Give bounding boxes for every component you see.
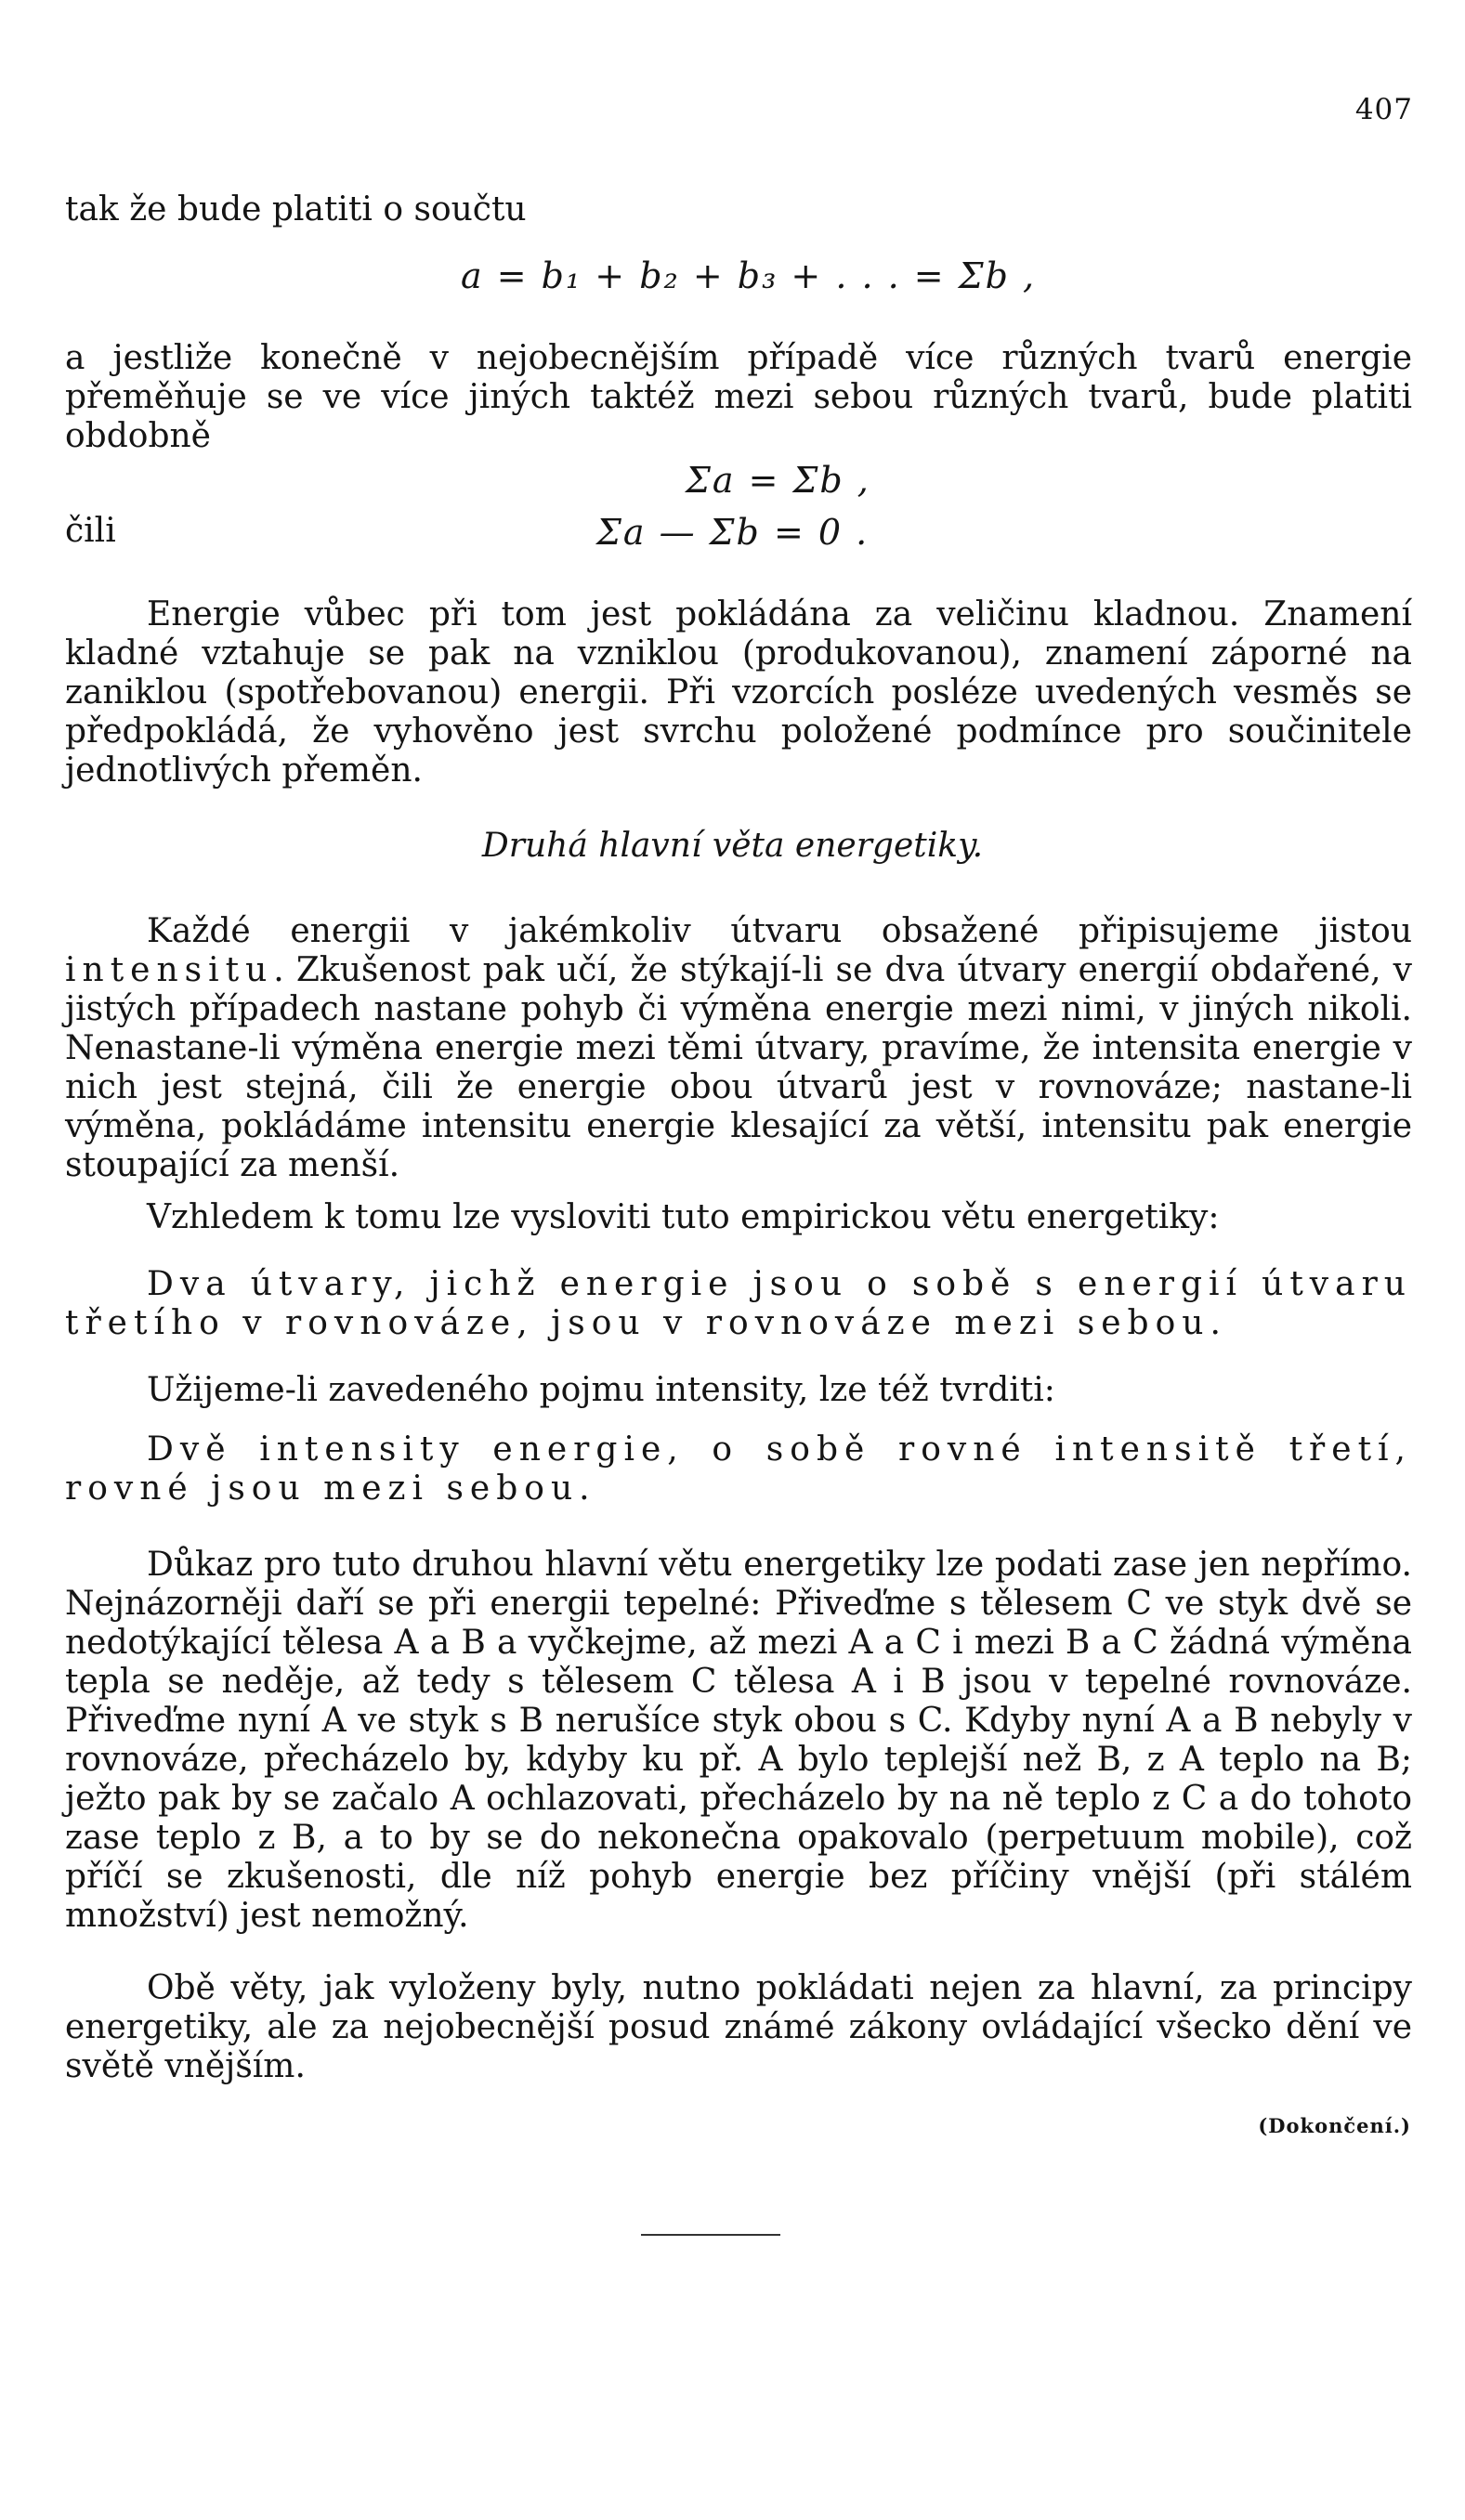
paragraph-conclusion: Obě věty, jak vyloženy byly, nutno pokládati nejen za hlavní, za principy energetiky, ale za nejobecnější posud známé zákony ovládající všecko dění ve světě vnějším. — [65, 1969, 1412, 2085]
paragraph-general-case: a jestliže konečně v nejobecnějším případě více různých tvarů energie přeměňuje se ve více jiných taktéž mezi sebou různých tvarů, bude platiti obdobně — [65, 339, 1412, 455]
paragraph-energy-sign: Energie vůbec při tom jest pokládána za veličinu kladnou. Znamení kladné vztahuje se pak na vzniklou (produkovanou), znamení záporné na zaniklou (spotřebovanou) energii. Při vzorcích posléze uvedených vesměs se předpokládá, že vyhověno jest svrchu položené podmínce pro součinitele jednotlivých přeměn. — [65, 595, 1412, 790]
cili-label: čili — [65, 512, 116, 550]
end-rule — [641, 2234, 780, 2236]
page-number: 407 — [1354, 93, 1413, 126]
paragraph-intensity-rest: . Zkušenost pak učí, že stýkají-li se dva útvary energií obdařené, v jistých případech nastane pohyb či výměna energie mezi nimi, v jiných nikoli. Nenastane-li výměna energie mezi těmi útvary, pravíme, že intensita energie v nich jest stejná, čili že energie obou útvarů jest v rovnováze; nastane-li výměna, pokládáme intensitu energie klesající za větší, intensitu pak energie stoupající za menší. — [65, 951, 1412, 1184]
paragraph-intensity-start: Každé energii v jakémkoliv útvaru obsažené připisujeme jistou — [147, 912, 1412, 950]
section-heading: Druhá hlavní věta energetiky. — [481, 827, 984, 865]
intensity-term: intensitu — [65, 951, 274, 989]
theorem-intensity: Dvě intensity energie, o sobě rovné intensitě třetí, rovné jsou mezi sebou. — [65, 1430, 1412, 1508]
theorem-equilibrium: Dva útvary, jichž energie jsou o sobě s energií útvaru třetího v rovnováze, jsou v rovnováze mezi sebou. — [65, 1265, 1412, 1342]
formula-sigma-difference: Σa — Σb = 0 . — [596, 512, 870, 553]
paragraph-empirical-lead: Vzhledem k tomu lze vysloviti tuto empirickou větu energetiky: — [147, 1198, 1220, 1236]
formula-sigma-equal: Σa = Σb , — [686, 460, 870, 501]
closing-note: (Dokončení.) — [1258, 2114, 1411, 2137]
formula-sum: a = b₁ + b₂ + b₃ + . . . = Σb , — [461, 255, 1037, 296]
intro-line: tak že bude platiti o součtu — [65, 190, 527, 228]
paragraph-intensity — [65, 912, 1412, 1185]
paragraph-proof: Důkaz pro tuto druhou hlavní větu energetiky lze podati zase jen nepřímo. Nejnázorněji daří se při energii tepelné: Přiveďme s tělesem C ve styk dvě se nedotýkající tělesa A a B a vyčkejme, až mezi A a C i mezi B a C žádná výměna tepla se neděje, až tedy s tělesem C tělesa A i B jsou v tepelné rovnováze. Přiveďme nyní A ve styk s B nerušíce styk obou s C. Kdyby nyní A a B nebyly v rovnováze, přecházelo by, kdyby ku př. A bylo teplejší než B, z A teplo na B; ježto pak by se začalo A ochlazovati, přecházelo by na ně teplo z C a do tohoto zase teplo z B, a to by se do nekonečna opakovalo (perpetuum mobile), což příčí se zkušenosti, dle níž pohyb energie bez příčiny vnější (při stálém množství) jest nemožný. — [65, 1546, 1412, 1935]
paragraph-intensity-lead: Užijeme-li zavedeného pojmu intensity, lze též tvrditi: — [147, 1371, 1055, 1409]
